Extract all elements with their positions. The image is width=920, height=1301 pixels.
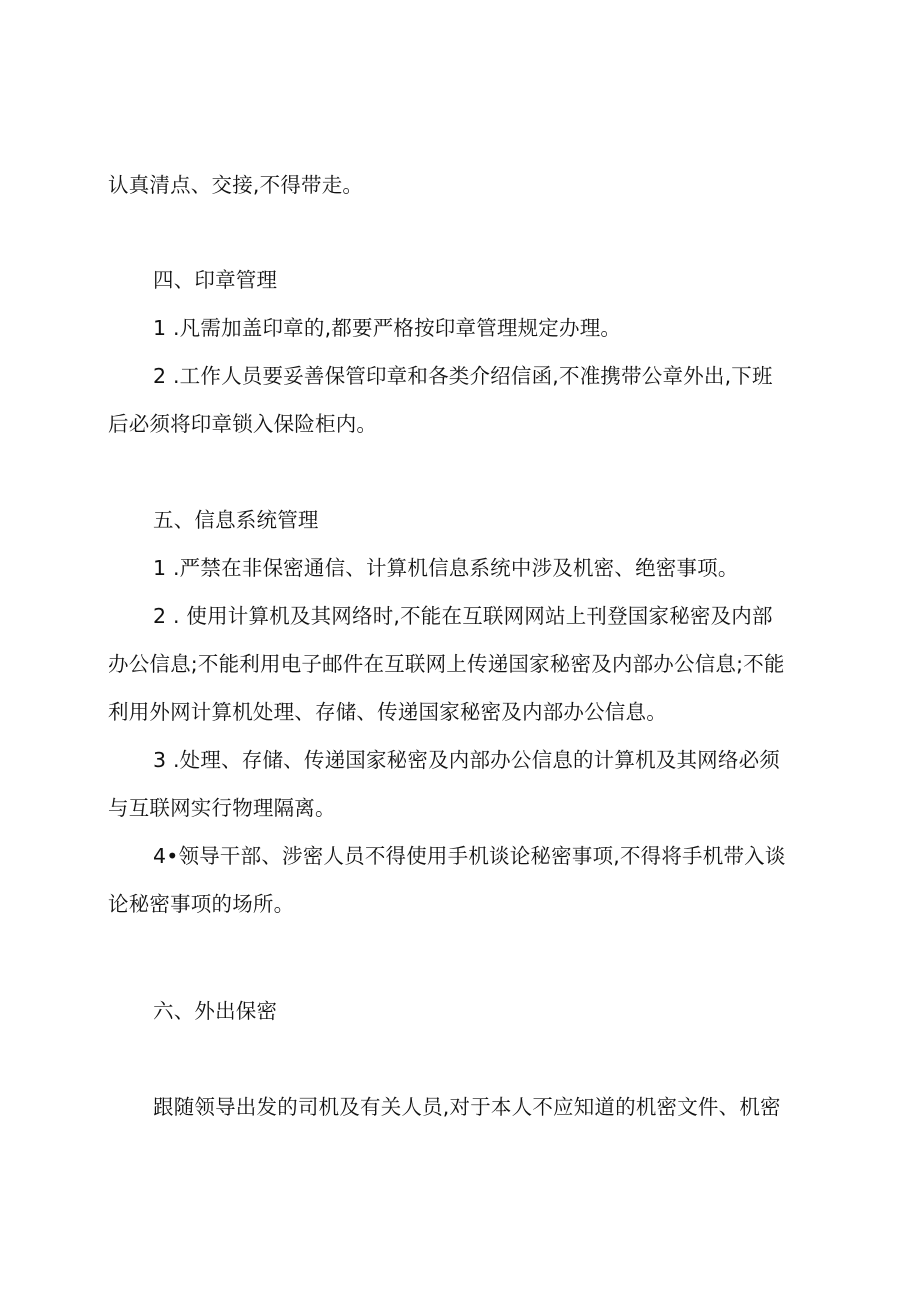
section-heading-info-system-management: 五、信息系统管理 [153, 508, 319, 532]
paragraph-line: 办公信息;不能利用电子邮件在互联网上传递国家秘密及内部办公信息;不能 [108, 652, 785, 676]
paragraph-line: 后必须将印章锁入保险柜内。 [108, 412, 378, 436]
paragraph-line: 2 .工作人员要妥善保管印章和各类介绍信函,不准携带公章外出,下班 [153, 364, 773, 388]
paragraph-line: 1 .凡需加盖印章的,都要严格按印章管理规定办理。 [153, 316, 622, 340]
paragraph-line: 3 .处理、存储、传递国家秘密及内部办公信息的计算机及其网络必须 [153, 748, 780, 772]
section-heading-seal-management: 四、印章管理 [153, 268, 278, 292]
paragraph-line: 4•领导干部、涉密人员不得使用手机谈论秘密事项,不得将手机带入谈 [153, 844, 786, 868]
paragraph-line: 认真清点、交接,不得带走。 [108, 173, 364, 197]
paragraph-line: 1 .严禁在非保密通信、计算机信息系统中涉及机密、绝密事项。 [153, 556, 739, 580]
paragraph-line: 利用外网计算机处理、存储、传递国家秘密及内部办公信息。 [108, 700, 667, 724]
section-heading-travel-confidentiality: 六、外出保密 [153, 999, 278, 1023]
paragraph-line: 论秘密事项的场所。 [108, 892, 295, 916]
paragraph-line: 与互联网实行物理隔离。 [108, 796, 336, 820]
paragraph-line: 2 . 使用计算机及其网络时,不能在互联网网站上刊登国家秘密及内部 [153, 604, 773, 628]
paragraph-line: 跟随领导出发的司机及有关人员,对于本人不应知道的机密文件、机密 [153, 1095, 781, 1119]
